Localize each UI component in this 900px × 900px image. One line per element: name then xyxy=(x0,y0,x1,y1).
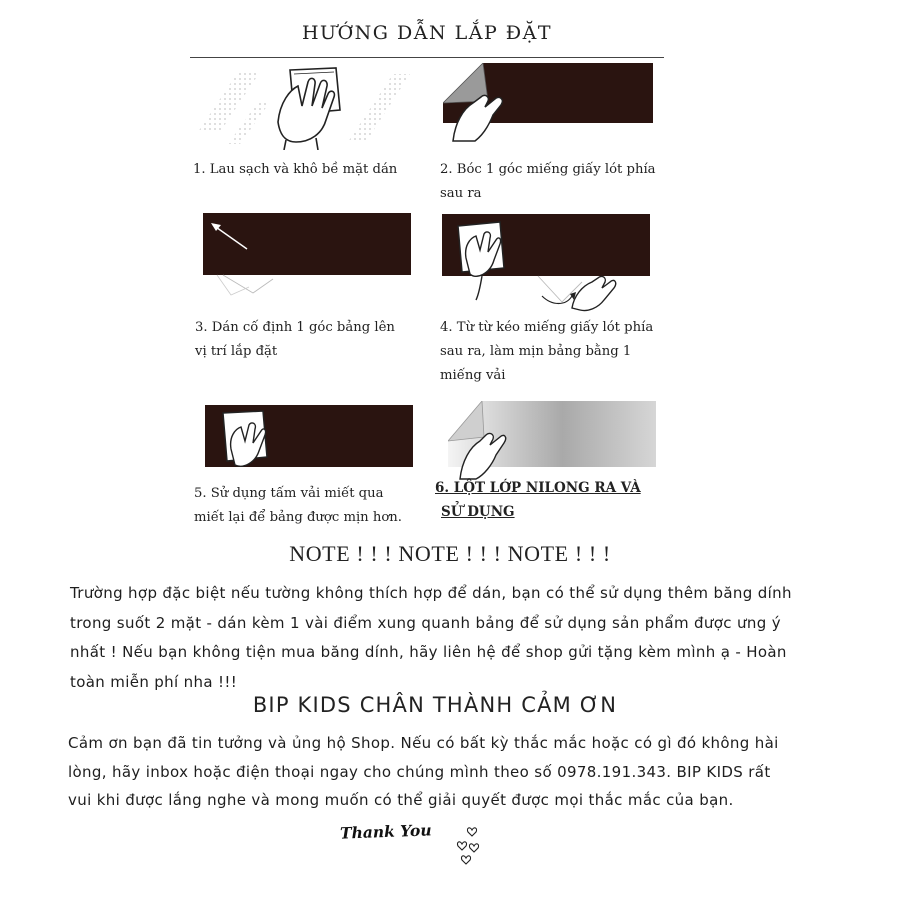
note-line: Trường hợp đặc biệt nếu tường không thích hợp để dán, bạn có thể sử dụng thêm băng dính xyxy=(70,584,792,602)
step-6-caption-line: SỬ DỤNG xyxy=(441,504,515,520)
step-3-caption-line: 3. Dán cố định 1 góc bảng lên xyxy=(195,320,395,335)
step-2-caption-line: 2. Bóc 1 góc miếng giấy lót phía xyxy=(440,162,656,177)
step-2-caption-line: sau ra xyxy=(440,186,482,201)
step-1-caption: 1. Lau sạch và khô bề mặt dán xyxy=(193,162,398,177)
hearts-icon xyxy=(452,822,486,870)
step-4-caption-line: 4. Từ từ kéo miếng giấy lót phía xyxy=(440,320,654,335)
step-3-caption-line: vị trí lắp đặt xyxy=(195,344,278,359)
page-title: HƯỚNG DẪN LẮP ĐẶT xyxy=(301,22,552,44)
note-line: toàn miễn phí nha !!! xyxy=(70,672,238,691)
note-line: nhất ! Nếu bạn không tiện mua băng dính, hãy liên hệ để shop gửi tặng kèm mình ạ - Hoàn xyxy=(70,643,787,661)
note-heading: NOTE ! ! ! NOTE ! ! ! NOTE ! ! ! xyxy=(289,541,611,566)
step-5-caption xyxy=(194,482,402,530)
step-4-illustration xyxy=(442,212,654,312)
step-6-caption xyxy=(435,476,641,524)
step-4-caption-line: miếng vải xyxy=(440,368,506,383)
note-paragraph xyxy=(70,579,880,697)
step-3-caption xyxy=(195,316,395,364)
step-2-illustration xyxy=(443,63,655,143)
step-6-illustration xyxy=(448,401,658,481)
step-5-caption-line: miết lại để bảng được mịn hơn. xyxy=(194,510,402,525)
title-divider xyxy=(190,57,664,58)
step-5-illustration xyxy=(205,405,415,471)
step-5-caption-line: 5. Sử dụng tấm vải miết qua xyxy=(194,486,384,501)
thanks-line: lòng, hãy inbox hoặc điện thoại ngay cho chúng mình theo số 0978.191.343. BIP KIDS rất xyxy=(68,762,771,781)
step-4-caption xyxy=(440,316,653,388)
step-3-illustration xyxy=(203,213,413,298)
thanks-heading: BIP KIDS CHÂN THÀNH CẢM ƠN xyxy=(252,693,618,717)
thanks-paragraph xyxy=(68,729,880,815)
thanks-line: Cảm ơn bạn đã tin tưởng và ủng hộ Shop. Nếu có bất kỳ thắc mắc hoặc có gì đó không hài xyxy=(68,734,779,752)
thanks-line: vui khi được lắng nghe và mong muốn có thể giải quyết được mọi thắc mắc của bạn. xyxy=(68,791,734,809)
step-4-caption-line: sau ra, làm mịn bảng bằng 1 xyxy=(440,344,632,359)
step-2-caption xyxy=(440,158,656,206)
step-1-illustration xyxy=(198,62,413,150)
note-line: trong suốt 2 mặt - dán kèm 1 vài điểm xung quanh bảng để sử dụng sản phẩm được ưng ý xyxy=(70,613,781,632)
thank-you-signature: Thank You xyxy=(339,820,432,843)
step-6-caption-line: 6. LỘT LỚP NILONG RA VÀ xyxy=(435,480,641,496)
